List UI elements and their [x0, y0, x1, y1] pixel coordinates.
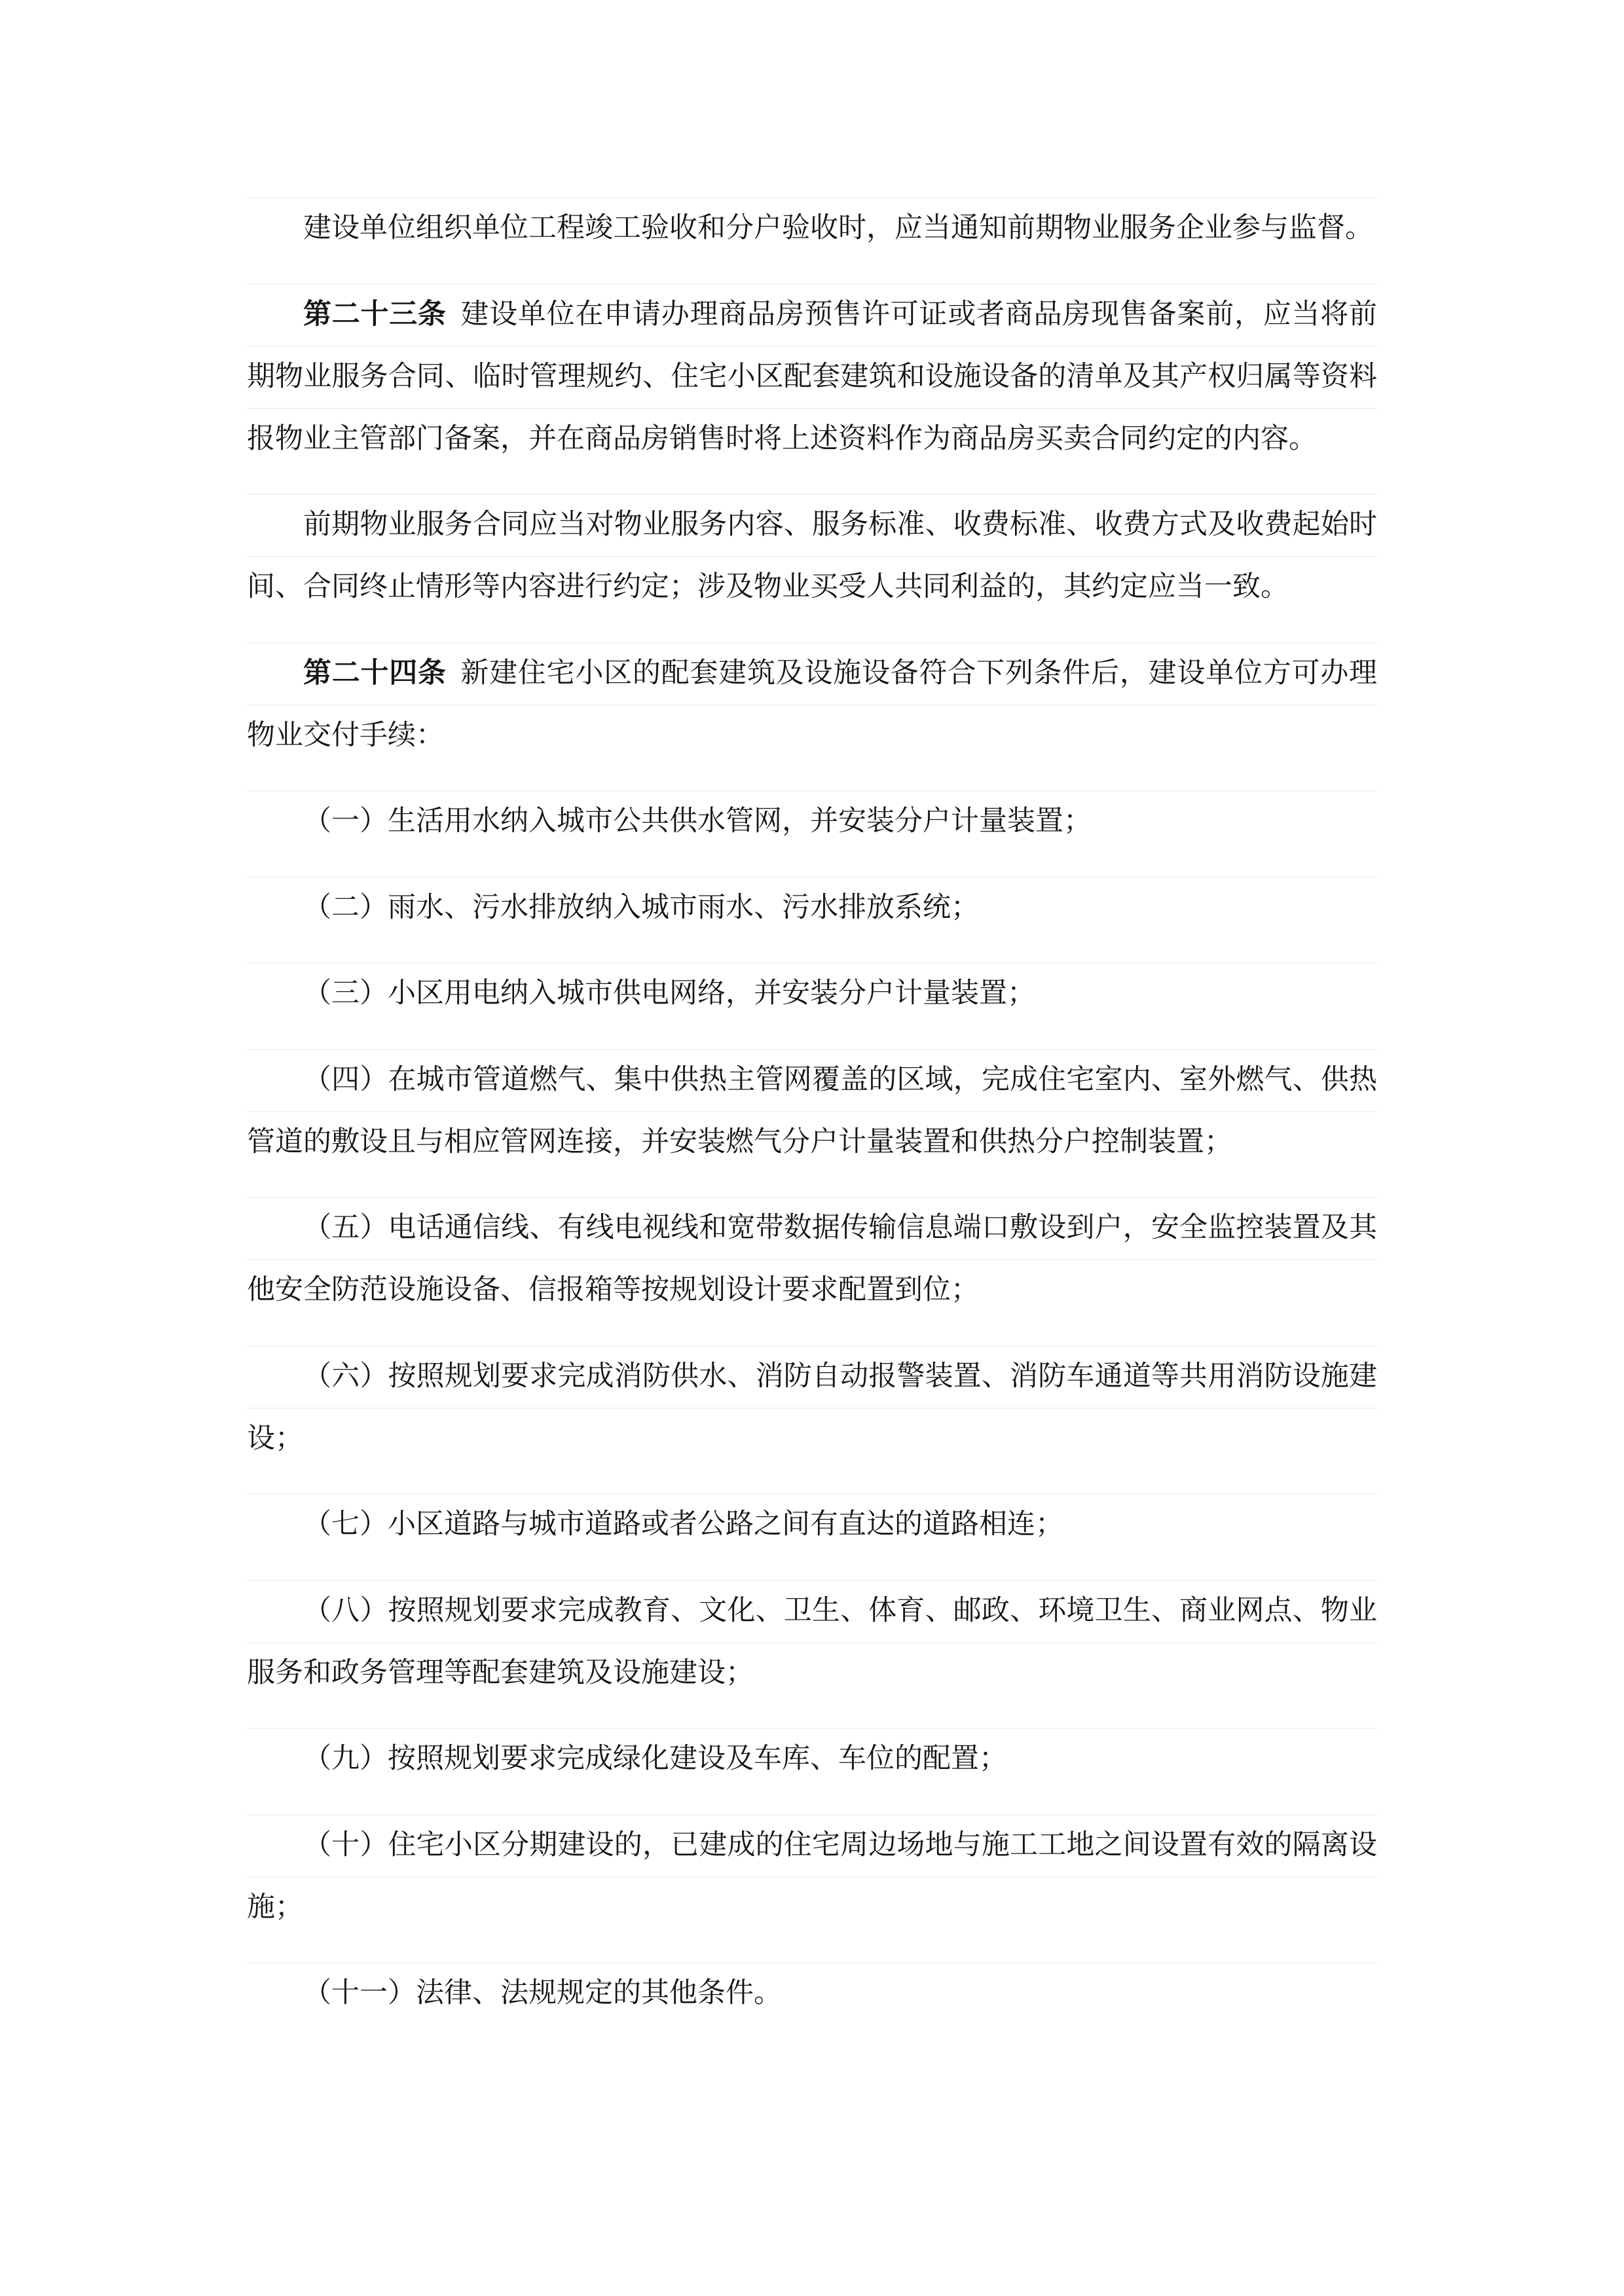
paragraph-text: 建设单位组织单位工程竣工验收和分户验收时，应当通知前期物业服务企业参与监督。 [303, 213, 1373, 244]
list-item-text: （六）按照规划要求完成消防供水、消防自动报警装置、消防车通道等共用消防设施建设； [247, 1360, 1377, 1454]
list-item-text: （九）按照规划要求完成绿化建设及车库、车位的配置； [303, 1743, 1007, 1774]
list-item-text: （四）在城市管道燃气、集中供热主管网覆盖的区域，完成住宅室内、室外燃气、供热管道的敷设且与相应管网连接，并安装燃气分户计量装置和供热分户控制装置； [247, 1064, 1377, 1157]
list-item-4 [247, 1049, 1377, 1173]
list-item-8 [247, 1580, 1377, 1704]
list-item-2 [247, 877, 1377, 939]
list-item-text: （十）住宅小区分期建设的，已建成的住宅周边场地与施工工地之间设置有效的隔离设施； [247, 1829, 1377, 1923]
article-23-text: 建设单位在申请办理商品房预售许可证或者商品房现售备案前，应当将前期物业服务合同、临时管理规约、住宅小区配套建筑和设施设备的清单及其产权归属等资料报物业主管部门备案，并在商品房销售时将上述资料作为商品房买卖合同约定的内容。 [247, 299, 1378, 454]
paragraph-text: 前期物业服务合同应当对物业服务内容、服务标准、收费标准、收费方式及收费起始时间、合同终止情形等内容进行约定；涉及物业买受人共同利益的，其约定应当一致。 [247, 509, 1377, 602]
list-item-text: （五）电话通信线、有线电视线和宽带数据传输信息端口敷设到户，安全监控装置及其他安全防范设施设备、信报箱等按规划设计要求配置到位； [247, 1212, 1377, 1305]
list-item-text: （二）雨水、污水排放纳入城市雨水、污水排放系统； [303, 892, 979, 923]
list-item-text: （十一）法律、法规规定的其他条件。 [303, 1978, 782, 2009]
paragraph-pre-service-contract [247, 494, 1377, 618]
list-item-3 [247, 962, 1377, 1025]
article-23-paragraph [247, 283, 1377, 470]
list-item-text: （三）小区用电纳入城市供电网络，并安装分户计量装置； [303, 978, 1035, 1009]
article-24-text: 新建住宅小区的配套建筑及设施设备符合下列条件后，建设单位方可办理物业交付手续： [247, 657, 1378, 751]
list-item-7 [247, 1493, 1377, 1556]
article-24-label: 第二十四条 [303, 657, 447, 689]
list-item-text: （一）生活用水纳入城市公共供水管网，并安装分户计量装置； [303, 806, 1092, 837]
list-item-text: （八）按照规划要求完成教育、文化、卫生、体育、邮政、环境卫生、商业网点、物业服务和政务管理等配套建筑及设施建设； [247, 1595, 1377, 1688]
list-item-5 [247, 1197, 1377, 1321]
list-item-6 [247, 1345, 1377, 1470]
list-item-11 [247, 1962, 1377, 2024]
article-24-paragraph [247, 642, 1377, 767]
list-item-1 [247, 790, 1377, 852]
list-item-text: （七）小区道路与城市道路或者公路之间有直达的道路相连； [303, 1509, 1063, 1540]
list-item-9 [247, 1728, 1377, 1790]
article-23-label: 第二十三条 [303, 299, 447, 330]
paragraph-acceptance-supervision [247, 197, 1377, 259]
list-item-10 [247, 1814, 1377, 1939]
